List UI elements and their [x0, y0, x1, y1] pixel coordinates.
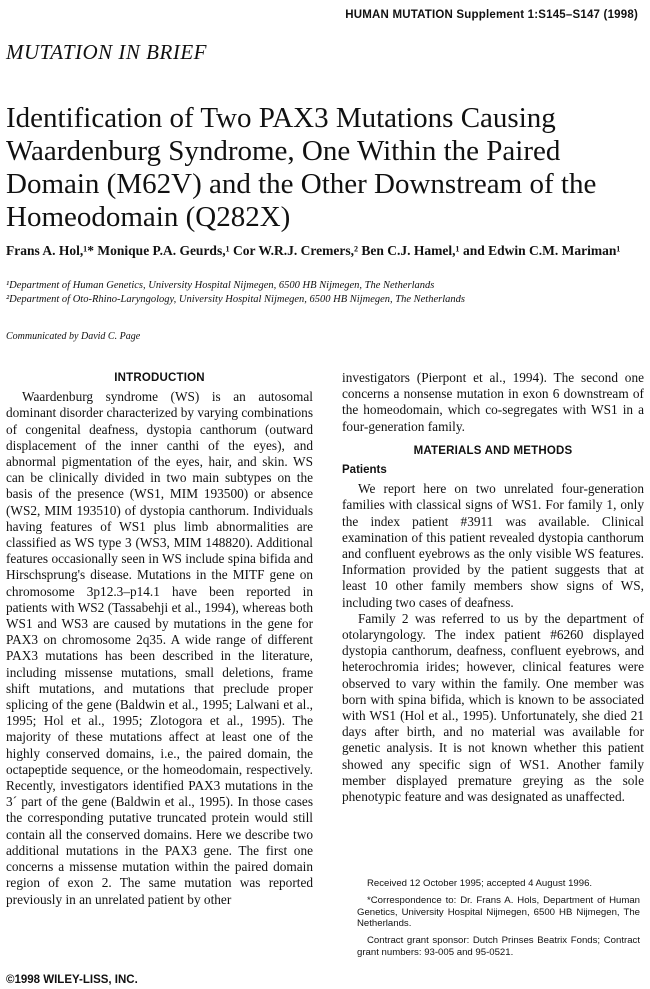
- introduction-heading: INTRODUCTION: [114, 372, 205, 384]
- section-label: MUTATION IN BRIEF: [6, 40, 207, 64]
- correspondence-note: *Correspondence to: Dr. Frans A. Hols, Department of Human Genetics, University Hospital Nijmegen, 6500 HB Nijmegen, The Netherlands.: [357, 894, 640, 930]
- communicated-by: Communicated by David C. Page: [6, 331, 141, 342]
- affiliation-1: ¹Department of Human Genetics, University Hospital Nijmegen, 6500 HB Nijmegen, The Netherlands: [6, 280, 435, 291]
- introduction-continuation: investigators (Pierpont et al., 1994). The second one concerns a nonsense mutation in exon 6 downstream of the homeodomain, which co-segregates with WS1 in a four-generation family.: [342, 370, 644, 434]
- author-list: Frans A. Hol,¹* Monique P.A. Geurds,¹ Cor W.R.J. Cremers,² Ben C.J. Hamel,¹ and Edwin C.M. Mariman¹: [6, 243, 621, 258]
- footnotes: [357, 878, 640, 964]
- grant-note: Contract grant sponsor: Dutch Prinses Beatrix Fonds; Contract grant numbers: 93-005 and 95-0521.: [357, 935, 640, 958]
- copyright-notice: ©1998 WILEY-LISS, INC.: [6, 974, 138, 986]
- affiliations: [6, 279, 636, 307]
- journal-header: HUMAN MUTATION Supplement 1:S145–S147 (1998): [345, 9, 638, 21]
- methods-paragraph-1: We report here on two unrelated four-generation families with classical signs of WS1. For family 1, only the index patient #3911 was available. Clinical examination of this patient revealed dystopia canthorum and confluent eyebrows as the only visible WS features. Information provided by the patient suggests that at least 10 other family members show signs of WS, including two cases of deafness.: [342, 481, 644, 610]
- methods-heading: MATERIALS AND METHODS: [413, 444, 573, 457]
- patients-subheading: Patients: [342, 464, 387, 477]
- left-column: [6, 370, 313, 908]
- right-column: [342, 370, 644, 805]
- article-title: Identification of Two PAX3 Mutations Causing Waardenburg Syndrome, One Within the Paired Domain (M62V) and the Other Downstream of the Homeodomain (Q282X): [6, 102, 597, 233]
- methods-paragraph-2: Family 2 was referred to us by the department of otolaryngology. The index patient #6260 displayed dystopia canthorum, deafness, confluent eyebrows, and heterochromia irides; however, clinical features were observed to vary within the family. One member was born with spina bifida, which is known to be associated with WS1 (Hol et al., 1995). Unfortunately, she died 21 days after birth, and no material was available for genetic analysis. It is not known whether this patient showed any specific sign of WS1. Another family member displayed premature greying as the sole phenotypic feature and was designated as unaffected.: [342, 610, 644, 805]
- affiliation-2: ²Department of Oto-Rhino-Laryngology, University Hospital Nijmegen, 6500 HB Nijmegen, The Netherlands: [6, 294, 465, 305]
- received-note: Received 12 October 1995; accepted 4 August 1996.: [367, 878, 593, 889]
- introduction-paragraph: Waardenburg syndrome (WS) is an autosomal dominant disorder characterized by varying combinations of congenital deafness, dystopia canthorum (outward displacement of the inner canthi of the eyes), and abnormal pigmentation of the eyes, hair, and skin. WS can be clinically divided in two main subtypes on the basis of the presence (WS1, MIM 193500) or absence (WS2, MIM 193510) of dystopia canthorum. Individuals having features of WS1 plus limb abnormalities are classified as WS type 3 (WS3, MIM 148820). Additional features occasionally seen in WS include spina bifida and Hirschsprung's disease. Mutations in the MITF gene on chromosome 3p12.3–p14.1 have been reported in patients with WS2 (Tassabehji et al., 1994), whereas both WS1 and WS3 are caused by mutations in the gene for PAX3 on chromosome 2q35. A wide range of different PAX3 mutations has been described in the literature, including missense mutations, small deletions, frame shift mutations, and mutations that preclude proper splicing of the gene (Baldwin et al., 1995; Lalwani et al., 1995; Hol et al., 1995; Zlotogora et al., 1995). The majority of these mutations affect at least one of the highly conserved domains, i.e., the paired domain, the octapeptide sequence, or the homeodomain, respectively. Recently, investigators identified PAX3 mutations in the 3´ part of the gene (Baldwin et al., 1995). In those cases the corresponding putative truncated protein would still contain all the conserved domains. Here we describe two additional mutations in the PAX3 gene. The first one concerns a missense mutation within the paired domain region of exon 2. The same mutation was reported previously in an unrelated patient by other: [6, 389, 313, 907]
